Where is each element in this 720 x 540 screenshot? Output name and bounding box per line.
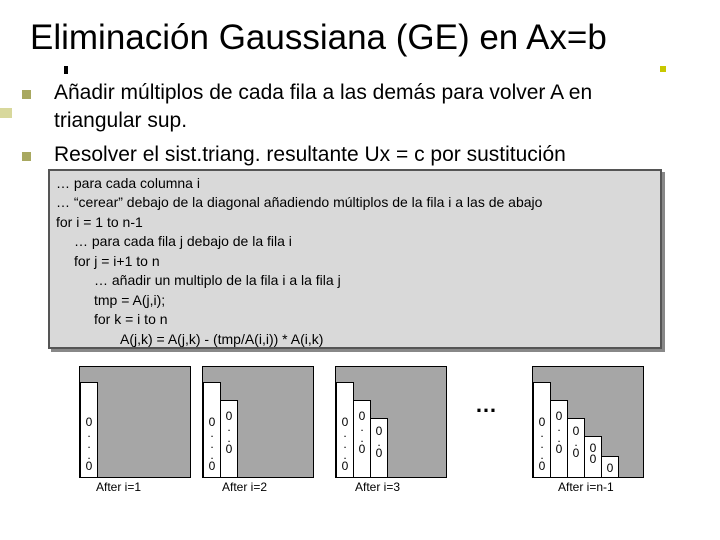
zero-column: 0 . . . 0	[533, 382, 551, 478]
decorative-mark	[64, 66, 68, 74]
decorative-bar	[0, 108, 12, 118]
zero-column: 0 . . 0	[550, 400, 568, 478]
zero-column: 0 . . . 0	[80, 382, 98, 478]
code-line: for i = 1 to n-1	[56, 214, 143, 230]
caption-after-i1: After i=1	[96, 480, 142, 494]
matrix-after-i2	[202, 366, 314, 478]
code-line: for j = i+1 to n	[74, 253, 160, 269]
caption-after-i3: After i=3	[355, 480, 401, 494]
matrix-after-in1	[532, 366, 644, 478]
code-line: A(j,k) = A(j,k) - (tmp/A(i,i)) * A(i,k)	[120, 331, 324, 347]
code-line: … para cada fila j debajo de la fila i	[74, 233, 292, 249]
code-line: … “cerear” debajo de la diagonal añadiendo múltiplos de la fila i a las de abajo	[56, 194, 543, 210]
zero-column: 0 . . 0	[353, 400, 371, 478]
code-line: tmp = A(j,i);	[94, 292, 166, 308]
decorative-mark	[660, 66, 666, 72]
bullet-text-2: Resolver el sist.triang. resultante Ux = c por sustitución	[54, 143, 566, 166]
zero-column: 0 . . . 0	[336, 382, 354, 478]
zero-column: 0 . 0	[567, 418, 585, 478]
matrix-after-i3	[335, 366, 447, 478]
pseudocode-box	[48, 169, 662, 349]
slide-title: Eliminación Gaussiana (GE) en Ax=b	[30, 18, 607, 57]
bullet-text-1b: triangular sup.	[54, 109, 188, 132]
zero-column: 0 0	[584, 436, 602, 478]
bullet-icon	[22, 90, 31, 99]
zero-column: 0 . . . 0	[203, 382, 221, 478]
zero-column: 0 . 0	[370, 418, 388, 478]
code-line: for k = i to n	[94, 311, 168, 327]
bullet-text-1a: Añadir múltiplos de cada fila a las demás para volver A en	[54, 81, 593, 104]
caption-after-i2: After i=2	[222, 480, 268, 494]
code-line: … añadir un multiplo de la fila i a la fila j	[94, 272, 341, 288]
code-line: … para cada columna i	[56, 175, 200, 191]
matrix-after-i1	[79, 366, 191, 478]
caption-after-in1: After i=n-1	[558, 480, 614, 494]
zero-column: 0 . . 0	[220, 400, 238, 478]
bullet-icon	[22, 152, 31, 161]
ellipsis: …	[475, 392, 498, 417]
zero-column: 0	[601, 456, 619, 478]
